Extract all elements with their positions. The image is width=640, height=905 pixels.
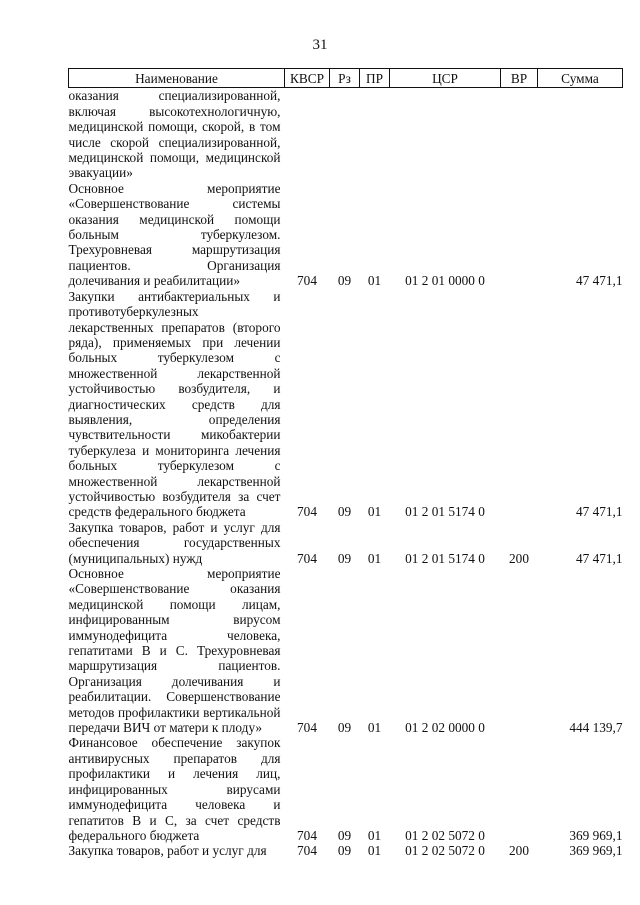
cell-vr (501, 289, 538, 520)
cell-rz: 09 (337, 720, 352, 736)
cell-rz (330, 88, 360, 181)
table-row (69, 520, 623, 566)
cell-vr (501, 566, 538, 735)
page-number: 31 (312, 37, 328, 53)
cell-csr: 01 2 01 5174 0 (405, 504, 485, 520)
cell-name: Финансовое обеспечение закупок антивирусных препаратов для профилактики и лечения лиц, инфицированных вирусами иммунодефицита человека и гепатитов В и С, за счет средств федерального бюджета (68, 735, 281, 843)
header-csr: ЦСР (390, 69, 501, 88)
header-kvsr: КВСР (285, 69, 330, 88)
cell-pr: 01 (367, 827, 382, 843)
cell-vr (501, 181, 538, 289)
cell-sum (538, 88, 623, 181)
cell-sum: 47 471,1 (575, 504, 623, 520)
table-row (69, 289, 623, 520)
cell-name: Закупка товаров, работ и услуг для обеспечения государственных (муниципальных) нужд (68, 519, 281, 566)
header-rz: Рз (330, 69, 360, 88)
cell-kvsr: 704 (297, 504, 317, 520)
cell-csr (390, 88, 501, 181)
cell-sum: 47 471,1 (575, 273, 623, 289)
table-row (69, 88, 623, 181)
cell-csr: 01 2 02 0000 0 (405, 720, 485, 736)
cell-kvsr: 704 (297, 720, 317, 736)
cell-vr: 200 (509, 843, 529, 859)
cell-kvsr: 704 (297, 550, 317, 566)
cell-kvsr: 704 (297, 273, 317, 289)
cell-pr (360, 88, 390, 181)
table-row (69, 566, 623, 735)
cell-sum: 369 969,1 (569, 843, 623, 859)
table-row (69, 181, 623, 289)
header-name: Наименование (69, 69, 285, 88)
cell-csr: 01 2 02 5072 0 (405, 827, 485, 843)
cell-rz: 09 (337, 273, 352, 289)
cell-kvsr (285, 88, 330, 181)
cell-csr: 01 2 01 5174 0 (405, 550, 485, 566)
cell-pr: 01 (367, 273, 382, 289)
cell-csr: 01 2 01 0000 0 (405, 273, 485, 289)
cell-rz: 09 (337, 504, 352, 520)
cell-name: оказания специализированной, включая высокотехнологичную, медицинской помощи, скорой, в том числе скорой специализированной, медицинской помощи, медицинской эвакуации» (68, 88, 281, 181)
cell-sum: 444 139,7 (569, 720, 623, 736)
cell-pr: 01 (367, 504, 382, 520)
cell-sum: 47 471,1 (575, 550, 623, 566)
cell-rz: 09 (337, 843, 352, 859)
cell-vr: 200 (509, 550, 529, 566)
table-header-row (69, 69, 623, 88)
cell-name: Закупки антибактериальных и противотуберкулезных лекарственных препаратов (второго ряда), применяемых при лечении больных туберкулезом с множественной лекарственной устойчивостью возбудителя, и диагностических средств для выявления, определения чувствительности микобактерии туберкулеза и мониторинга лечения больных туберкулезом с множественной лекарственной устойчивостью возбудителя за счет средств федерального бюджета (68, 288, 281, 520)
cell-kvsr: 704 (297, 827, 317, 843)
header-pr: ПР (360, 69, 390, 88)
cell-csr: 01 2 02 5072 0 (405, 843, 485, 859)
cell-vr (501, 88, 538, 181)
cell-name: Основное мероприятие «Совершенствование оказания медицинской помощи лицам, инфицированным вирусом иммунодефицита человека, гепатитами В и С. Трехуровневая маршрутизация пациентов. Организация долечивания и реабилитации. Совершенствование методов профилактики вертикальной передачи ВИЧ от матери к плоду» (68, 566, 281, 736)
cell-sum: 369 969,1 (569, 827, 623, 843)
header-vr: ВР (501, 69, 538, 88)
cell-vr (501, 735, 538, 843)
cell-kvsr: 704 (297, 843, 317, 859)
budget-table (68, 68, 623, 859)
cell-pr: 01 (367, 843, 382, 859)
cell-name: Основное мероприятие «Совершенствование системы оказания медицинской помощи больным туберкулезом. Трехуровневая маршрутизация пациентов. Организация долечивания и реабилитации» (68, 180, 281, 289)
header-sum: Сумма (538, 69, 623, 88)
table-row (69, 735, 623, 843)
cell-name: Закупка товаров, работ и услуг для (68, 843, 267, 859)
table-row (69, 843, 623, 858)
cell-rz: 09 (337, 550, 352, 566)
cell-rz: 09 (337, 827, 352, 843)
cell-pr: 01 (367, 720, 382, 736)
cell-pr: 01 (367, 550, 382, 566)
